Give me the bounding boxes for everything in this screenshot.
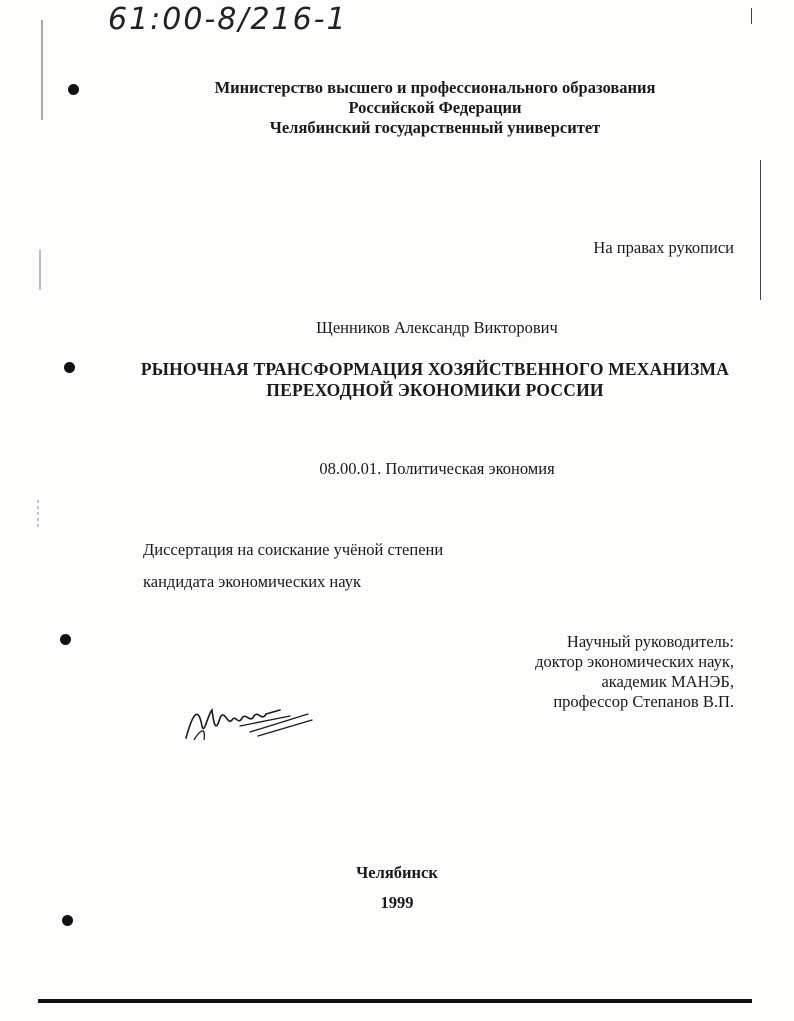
manuscript-note: На правах рукописи [593,238,734,257]
supervisor-block [535,632,734,712]
year: 1999 [380,893,414,912]
city: Челябинск [356,863,438,882]
supervisor-academy: академик МАНЭБ, [601,672,734,691]
federation-line: Российской Федерации [348,98,522,117]
right-scan-line [760,160,761,300]
specialty-code: 08.00.01. Политическая экономия [319,459,555,478]
binding-hole-mark [62,915,73,926]
handwritten-signature [180,696,320,746]
supervisor-degree: доктор экономических наук, [535,652,734,671]
title-line: РЫНОЧНАЯ ТРАНСФОРМАЦИЯ ХОЗЯЙСТВЕННОГО МЕХАНИЗМА [140,359,730,379]
binding-hole-mark [64,362,75,373]
top-right-scan-line [751,8,752,24]
handwritten-archive-number: 61:00-8/216-1 [108,2,348,37]
ministry-line: Министерство высшего и профессионального образования [214,78,656,97]
degree-line: кандидата экономических наук [143,572,362,591]
binding-hole-mark [60,634,71,645]
institution-header [90,78,780,138]
university-line: Челябинский государственный университет [269,118,601,137]
thesis-title [90,359,780,401]
supervisor-label: Научный руководитель: [566,632,734,651]
degree-line: Диссертация на соискание учёной степени [143,540,444,559]
bottom-rule [38,999,752,1003]
supervisor-name: профессор Степанов В.П. [553,692,734,711]
author-name: Щенников Александр Викторович [316,318,558,337]
binding-hole-mark [68,84,79,95]
title-line: ПЕРЕХОДНОЙ ЭКОНОМИКИ РОССИИ [266,380,604,400]
